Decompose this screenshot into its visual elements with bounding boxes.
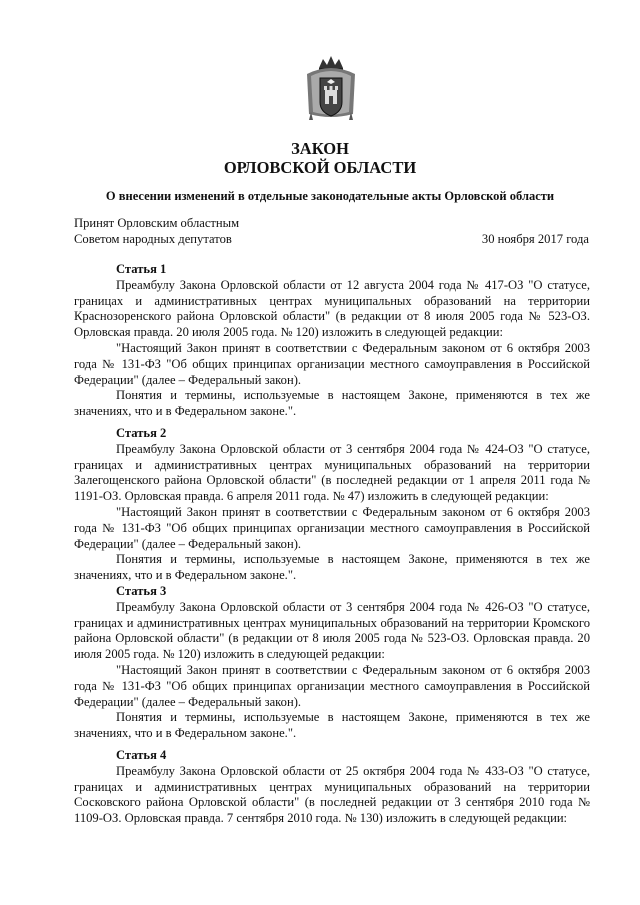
article-body: Преамбулу Закона Орловской области от 3 сентября 2004 года № 426-ОЗ "О статусе, границах и административных центрах муниципальных образований на территории Кромского района Орловской области" (в редакции от 8 июля 2005 года № 523-ОЗ. Орловская правда. 20 июля 2005 года. № 120) изложить в следующей редакции: (74, 599, 590, 662)
article-heading: Статья 1 (116, 262, 167, 276)
adopted-by-line1: Принят Орловским областным (74, 216, 240, 230)
article-3 (74, 584, 590, 742)
article-body: Преамбулу Закона Орловской области от 25 октября 2004 года № 433-ОЗ "О статусе, границах и административных центрах муниципальных образований на территории Сосковского района Орловской области" (в последней редакции от 3 сентября 2010 года № 1109-ОЗ. Орловская правда. 7 сентября 2010 года. № 130) изложить в следующей редакции: (74, 763, 590, 826)
article-heading: Статья 4 (116, 748, 167, 762)
law-title: ЗАКОН (291, 139, 349, 158)
article-terms: Понятия и термины, используемые в настоящем Законе, применяются в тех же значениях, что и в Федеральном законе.". (74, 552, 590, 583)
law-subject: О внесении изменений в отдельные законодательные акты Орловской области (105, 189, 555, 203)
article-body: Преамбулу Закона Орловской области от 3 сентября 2004 года № 424-ОЗ "О статусе, границах и административных центрах муниципальных образований на территории Залегощенского района Орловской области" (в последней редакции от 1 апреля 2011 года № 1191-ОЗ. Орловская правда. 6 апреля 2011 года. № 47) изложить в следующей редакции: (74, 441, 590, 504)
adoption-block (74, 215, 594, 247)
article-1 (74, 262, 590, 420)
adopted-by-line2: Советом народных депутатов (74, 232, 232, 246)
article-heading: Статья 2 (116, 426, 167, 440)
article-quote: "Настоящий Закон принят в соответствии с Федеральным законом от 6 октября 2003 года № 131-ФЗ "Об общих принципах организации местного самоуправления в Российской Федерации" (далее – Федеральный закон). (74, 340, 590, 387)
article-terms: Понятия и термины, используемые в настоящем Законе, применяются в тех же значениях, что и в Федеральном законе.". (74, 710, 590, 741)
article-quote: "Настоящий Закон принят в соответствии с Федеральным законом от 6 октября 2003 года № 131-ФЗ "Об общих принципах организации местного самоуправления в Российской Федерации" (далее – Федеральный закон). (74, 504, 590, 551)
law-region: ОРЛОВСКОЙ ОБЛАСТИ (223, 158, 417, 177)
article-4 (74, 748, 590, 827)
adoption-date: 30 ноября 2017 года (481, 232, 589, 246)
orel-coat-of-arms-icon (303, 54, 359, 124)
article-quote: "Настоящий Закон принят в соответствии с Федеральным законом от 6 октября 2003 года № 131-ФЗ "Об общих принципах организации местного самоуправления в Российской Федерации" (далее – Федеральный закон). (74, 662, 590, 709)
article-2 (74, 426, 590, 584)
article-body: Преамбулу Закона Орловской области от 12 августа 2004 года № 417-ОЗ "О статусе, границах и административных центрах муниципальных образований на территории Краснозоренского района Орловской области" (в редакции от 8 июля 2005 года № 523-ОЗ. Орловская правда. 20 июля 2005 года. № 120) изложить в следующей редакции: (74, 277, 590, 340)
article-terms: Понятия и термины, используемые в настоящем Законе, применяются в тех же значениях, что и в Федеральном законе.". (74, 388, 590, 419)
article-heading: Статья 3 (116, 584, 167, 598)
